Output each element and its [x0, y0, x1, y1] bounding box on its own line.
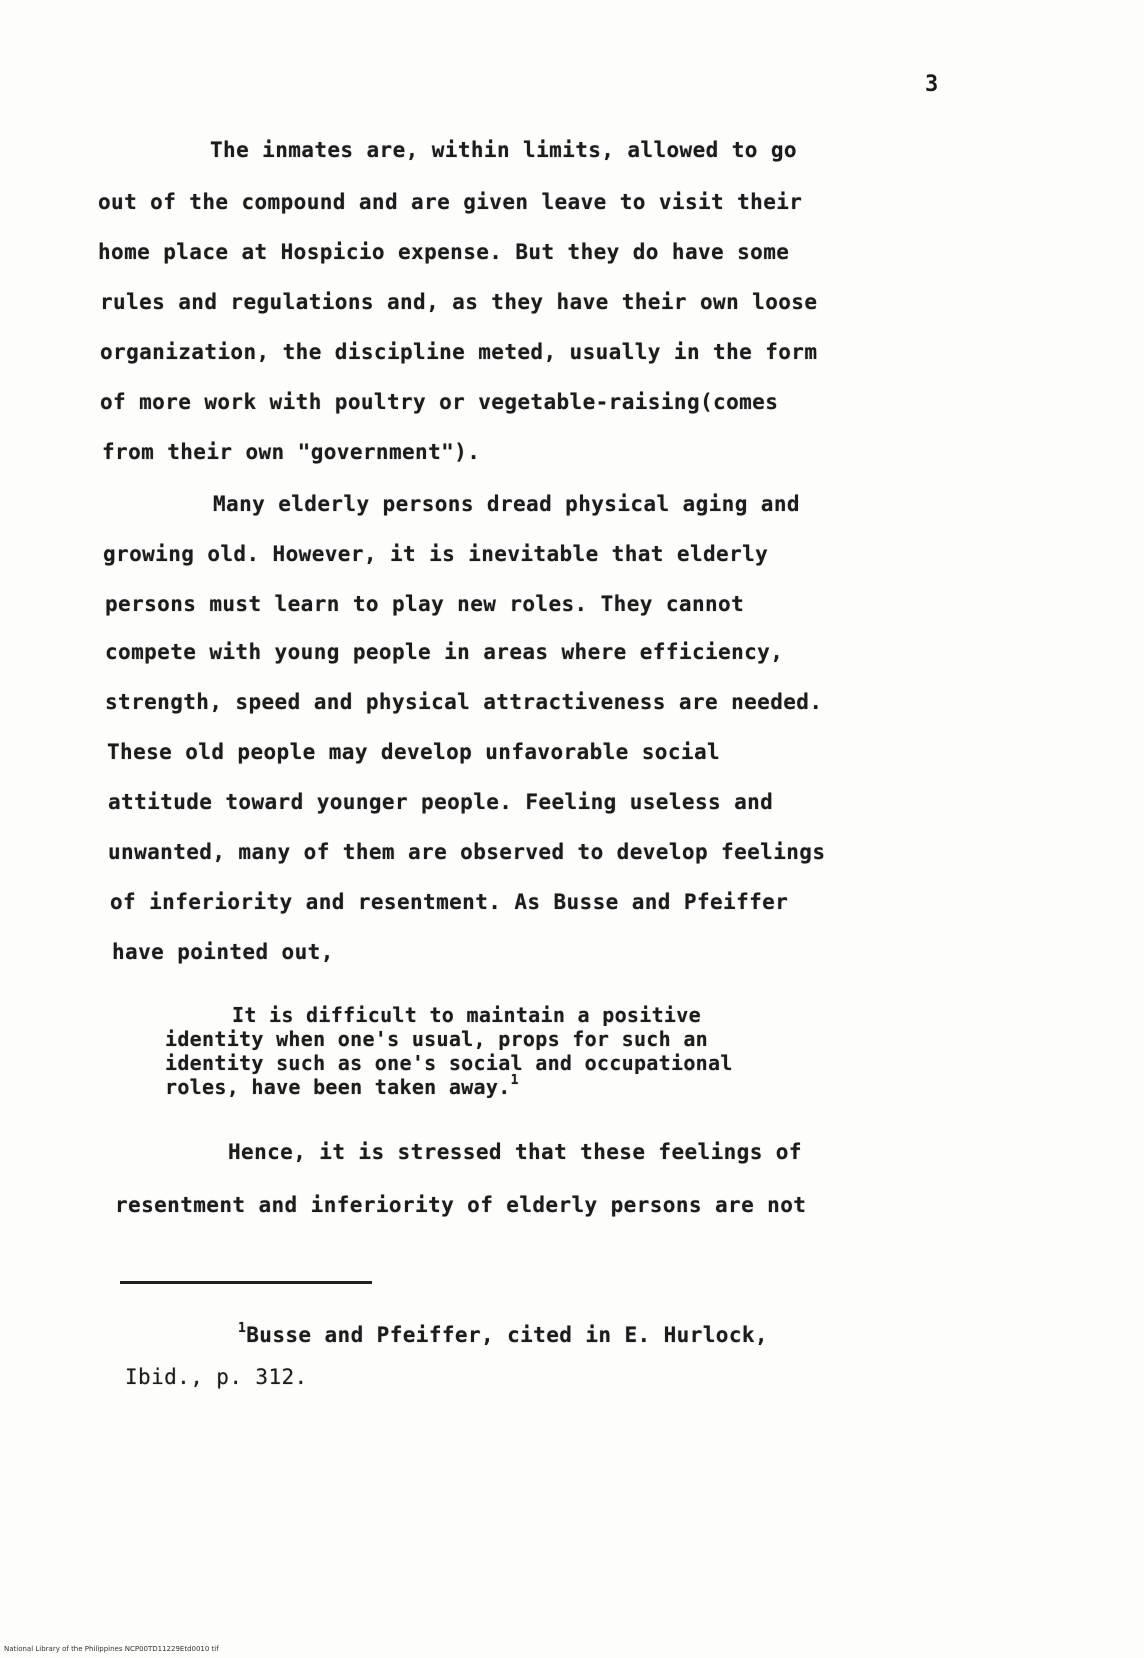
paragraph-2-line-9: of inferiority and resentment. As Busse and Pfeiffer	[110, 890, 789, 914]
paragraph-2-line-7: attitude toward younger people. Feeling useless and	[108, 790, 774, 814]
footnote-line-1	[238, 1323, 768, 1347]
paragraph-2-line-2: growing old. However, it is inevitable that elderly	[103, 542, 769, 566]
paragraph-3-line-2: resentment and inferiority of elderly persons are not	[115, 1193, 807, 1217]
footnote-line-1-text: Busse and Pfeiffer, cited in E. Hurlock,	[246, 1323, 768, 1347]
quote-line-4	[165, 1075, 519, 1099]
paragraph-1-line-7: from their own "government").	[102, 440, 481, 464]
paragraph-2-line-1: Many elderly persons dread physical aging and	[213, 492, 800, 516]
footnote-line-2: Ibid., p. 312.	[125, 1365, 308, 1389]
quote-line-4-text: roles, have been taken away.	[165, 1075, 511, 1099]
paragraph-1-line-4: rules and regulations and, as they have their own loose	[100, 290, 818, 314]
paragraph-1-line-3: home place at Hospicio expense. But they do have some	[98, 240, 790, 264]
paragraph-1-line-1: The inmates are, within limits, allowed to go	[210, 138, 797, 162]
quote-line-2: identity when one's usual, props for such an	[165, 1027, 709, 1051]
paragraph-3-line-1: Hence, it is stressed that these feelings of	[228, 1140, 802, 1164]
paragraph-1-line-6: of more work with poultry or vegetable-raising(comes	[100, 390, 779, 414]
page-number: 3	[925, 72, 939, 97]
paragraph-2-line-8: unwanted, many of them are observed to develop feelings	[108, 840, 826, 864]
scan-footer: National Library of the Philippines NCP00TD11229Etd0010 tif	[4, 1645, 219, 1653]
quote-footnote-marker: 1	[510, 1073, 519, 1089]
paragraph-2-line-5: strength, speed and physical attractiveness are needed.	[105, 690, 823, 714]
quote-line-3: identity such as one's social and occupational	[165, 1051, 733, 1075]
footnote-marker: 1	[238, 1321, 247, 1336]
paragraph-2-line-3: persons must learn to play new roles. They cannot	[105, 592, 745, 616]
footnote-separator	[120, 1281, 372, 1284]
paragraph-2-line-10: have pointed out,	[112, 940, 334, 964]
paragraph-2-line-4: compete with young people in areas where efficiency,	[105, 640, 784, 664]
paragraph-2-line-6: These old people may develop unfavorable social	[107, 740, 721, 764]
paragraph-1-line-2: out of the compound and are given leave to visit their	[98, 190, 803, 214]
quote-line-1: It is difficult to maintain a positive	[232, 1003, 701, 1027]
paragraph-1-line-5: organization, the discipline meted, usually in the form	[100, 340, 818, 364]
